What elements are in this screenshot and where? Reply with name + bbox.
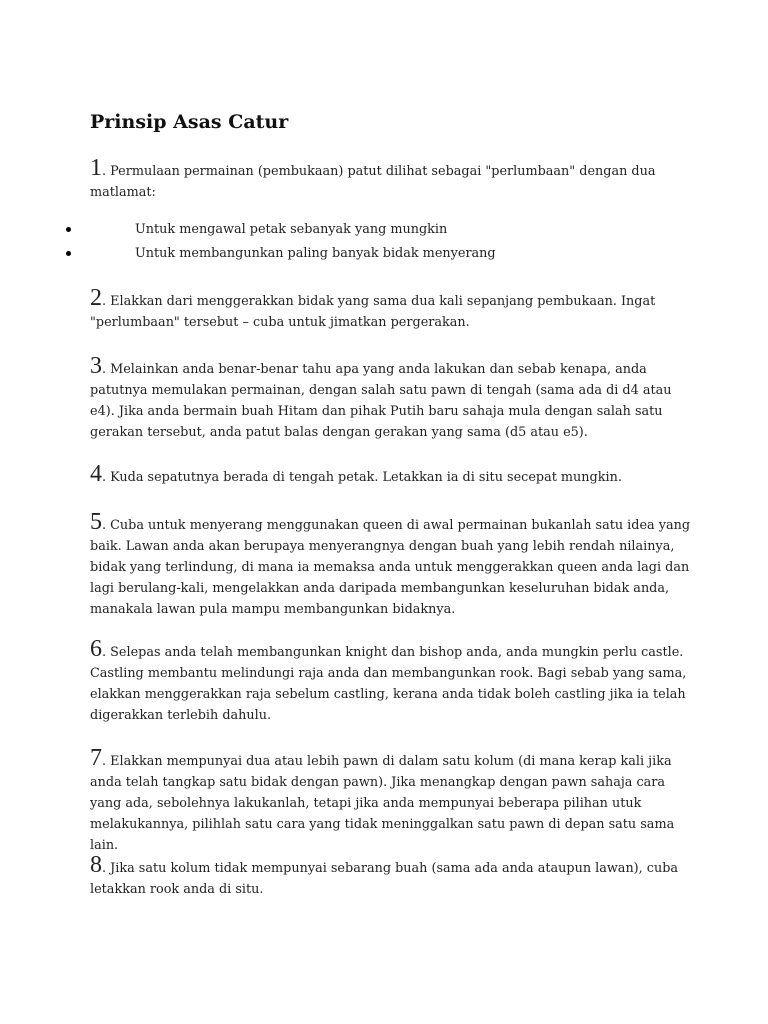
principle-number: 3 [90, 353, 102, 379]
principle-number: 6 [90, 636, 102, 662]
principle-8 [90, 852, 690, 900]
principle-text: . Selepas anda telah membangunkan knight dan bishop anda, anda mungkin perlu castle. Castling membantu melindungi raja anda dan membangunkan rook. Bagi sebab yang sama, elakkan menggerakkan raja sebelum castling, kerana anda tidak boleh castling jika ia telah digerakkan terlebih dahulu. [90, 645, 687, 723]
bullet-icon [66, 227, 71, 232]
principle-7 [90, 745, 690, 856]
principle-number: 4 [90, 461, 102, 487]
principle-text: . Melainkan anda benar-benar tahu apa yang anda lakukan dan sebab kenapa, anda patutnya memulakan permainan, dengan salah satu pawn di tengah (sama ada di d4 atau e4). Jika anda bermain buah Hitam dan pihak Putih baru sahaja mula dengan salah satu gerakan tersebut, anda patut balas dengan gerakan yang sama (d5 atau e5). [90, 362, 672, 440]
goal-list [0, 219, 768, 267]
principle-3 [90, 353, 690, 443]
principle-number: 7 [90, 745, 102, 771]
list-item [0, 219, 768, 243]
principle-1 [90, 155, 690, 203]
document-title: Prinsip Asas Catur [90, 111, 289, 133]
principle-number: 2 [90, 285, 102, 311]
principle-text: . Elakkan mempunyai dua atau lebih pawn di dalam satu kolum (di mana kerap kali jika anda telah tangkap satu bidak dengan pawn). Jika menangkap dengan pawn sahaja cara yang ada, sebolehnya lakukanlah, tetapi jika anda mempunyai beberapa pilihan utuk melakukannya, pilihlah satu cara yang tidak meninggalkan satu pawn di depan satu sama lain. [90, 754, 675, 853]
principle-2 [90, 285, 690, 333]
principle-4 [90, 461, 690, 488]
list-item [0, 243, 768, 267]
principle-6 [90, 636, 690, 726]
principle-text: . Permulaan permainan (pembukaan) patut dilihat sebagai "perlumbaan" dengan dua matlamat: [90, 164, 656, 200]
principle-5 [90, 509, 691, 620]
list-item-text: Untuk membangunkan paling banyak bidak menyerang [135, 246, 496, 261]
principle-text: . Cuba untuk menyerang menggunakan queen di awal permainan bukanlah satu idea yang baik. Lawan anda akan berupaya menyerangnya dengan buah yang lebih rendah nilainya, bidak yang terlindung, di mana ia memaksa anda untuk menggerakkan queen anda lagi dan lagi berulang-kali, mengelakkan anda daripada membangunkan keseluruhan bidak anda, manakala lawan pula mampu membangunkan bidaknya. [90, 518, 691, 617]
principle-number: 8 [90, 852, 102, 878]
principle-number: 5 [90, 509, 102, 535]
list-item-text: Untuk mengawal petak sebanyak yang mungkin [135, 222, 448, 237]
principle-number: 1 [90, 155, 102, 181]
principle-text: . Elakkan dari menggerakkan bidak yang sama dua kali sepanjang pembukaan. Ingat "perlumbaan" tersebut – cuba untuk jimatkan pergerakan. [90, 294, 656, 330]
principle-text: . Jika satu kolum tidak mempunyai sebarang buah (sama ada anda ataupun lawan), cuba letakkan rook anda di situ. [90, 861, 679, 897]
principle-text: . Kuda sepatutnya berada di tengah petak. Letakkan ia di situ secepat mungkin. [102, 470, 622, 485]
bullet-icon [66, 251, 71, 256]
